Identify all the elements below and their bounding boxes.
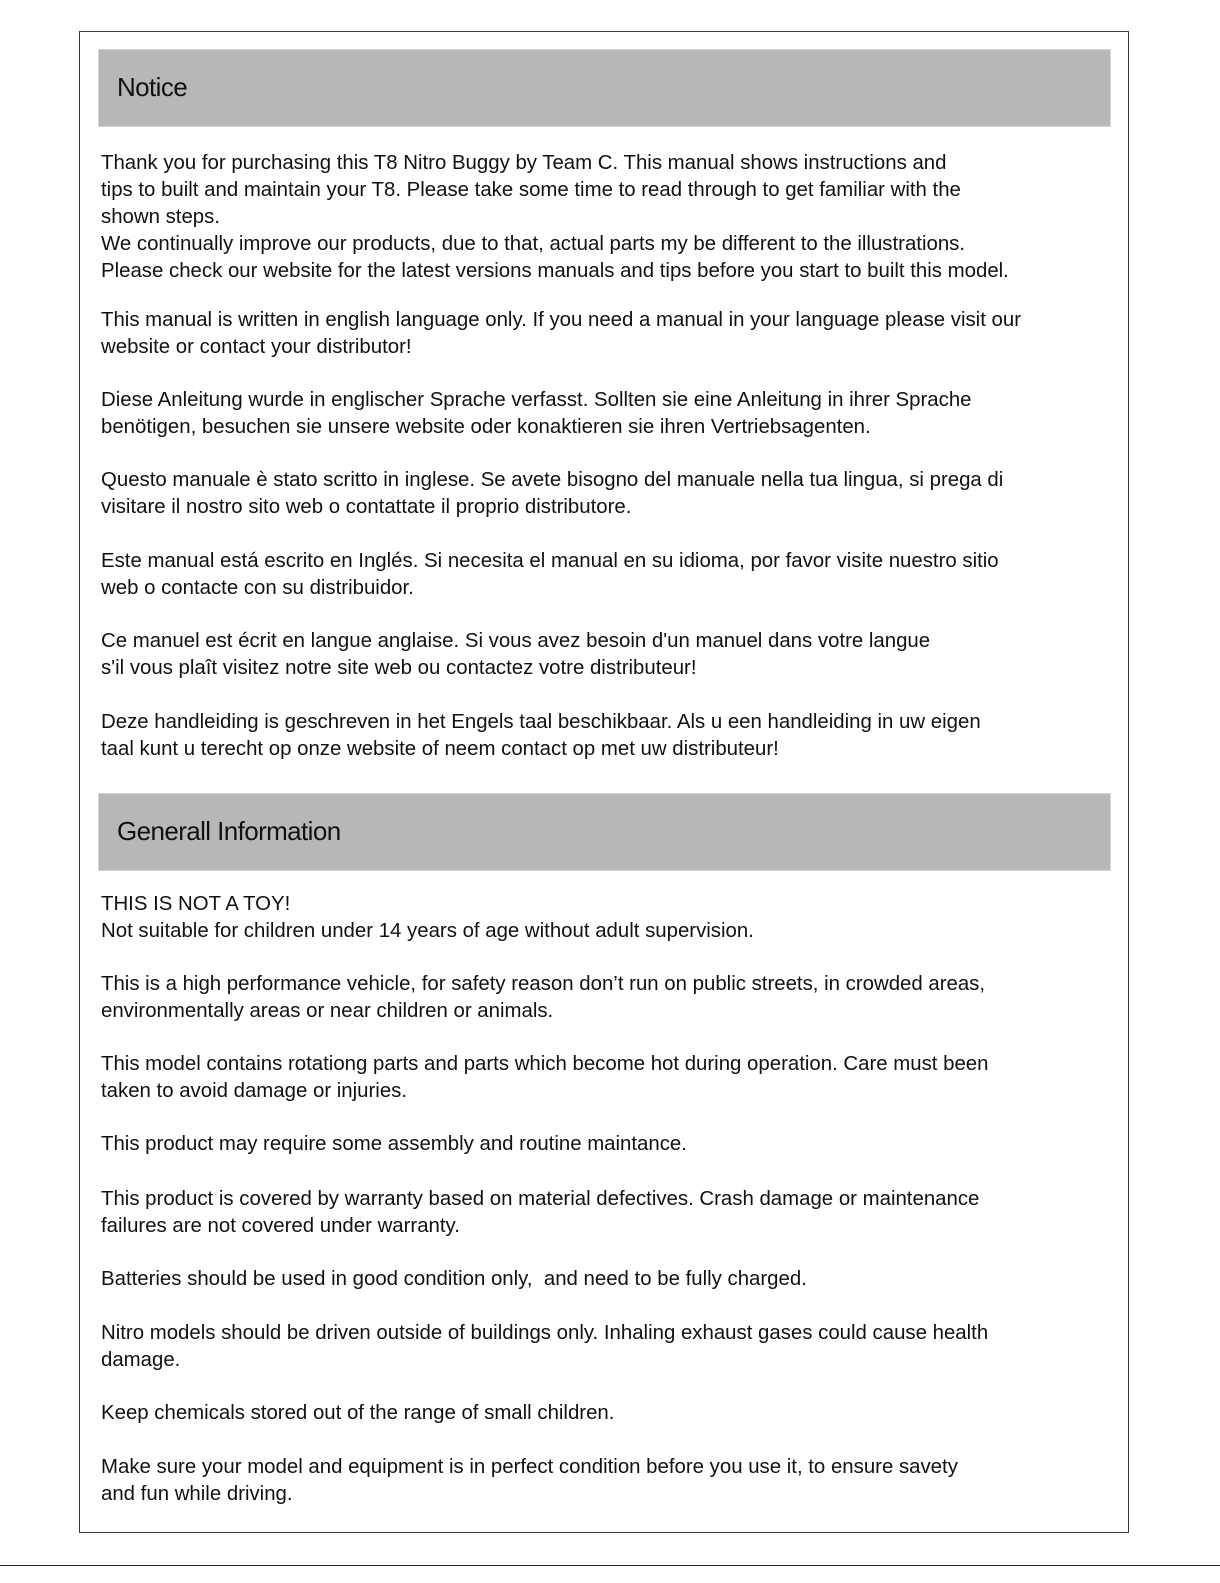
general-warranty-paragraph: This product is covered by warranty based on material defectives. Crash damage or maintenance failures are not covered under warranty. [101, 1188, 980, 1237]
bottom-rule [0, 1565, 1220, 1566]
notice-spanish-paragraph: Este manual está escrito en Inglés. Si necesita el manual en su idioma, por favor visite nuestro sitio web o contacte con su distribuidor. [101, 550, 999, 599]
notice-header [98, 49, 1111, 127]
general-rotating-parts-paragraph: This model contains rotationg parts and parts which become hot during operation. Care must been taken to avoid damage or injuries. [101, 1053, 989, 1102]
notice-title: Notice [117, 72, 188, 102]
general-batteries-paragraph: Batteries should be used in good condition only, and need to be fully charged. [101, 1268, 807, 1290]
notice-french-paragraph: Ce manuel est écrit en langue anglaise. Si vous avez besoin d'un manuel dans votre langue s'il vous plaît visitez notre site web ou contactez votre distributeur! [101, 630, 931, 679]
general-information-header [98, 793, 1111, 871]
general-performance-paragraph: This is a high performance vehicle, for safety reason don’t run on public streets, in crowded areas, environmentally areas or near children or animals. [101, 973, 986, 1022]
notice-dutch-paragraph: Deze handleiding is geschreven in het Engels taal beschikbaar. Als u een handleiding in uw eigen taal kunt u terecht op onze website of neem contact op met uw distributeur! [101, 711, 981, 760]
notice-english-paragraph: This manual is written in english language only. If you need a manual in your language please visit our website or contact your distributor! [101, 309, 1022, 358]
general-assembly-paragraph: This product may require some assembly and routine maintance. [101, 1133, 687, 1155]
notice-german-paragraph: Diese Anleitung wurde in englischer Sprache verfasst. Sollten sie eine Anleitung in ihrer Sprache benötigen, besuchen sie unsere website oder konaktieren sie ihren Vertriebsagenten. [101, 389, 972, 438]
general-not-a-toy-paragraph: THIS IS NOT A TOY! Not suitable for children under 14 years of age without adult supervision. [101, 893, 754, 942]
general-condition-paragraph: Make sure your model and equipment is in perfect condition before you use it, to ensure savety and fun while driving. [101, 1456, 958, 1505]
general-information-title: Generall Information [117, 816, 341, 846]
general-nitro-paragraph: Nitro models should be driven outside of buildings only. Inhaling exhaust gases could cause health damage. [101, 1322, 989, 1371]
notice-intro-paragraph: Thank you for purchasing this T8 Nitro Buggy by Team C. This manual shows instructions and tips to built and maintain your T8. Please take some time to read through to get familiar with the shown steps. We continually improve our products, due to that, actual parts my be different to the illustrations. Please check our website for the latest versions manuals and tips before you start to built this model. [101, 152, 1009, 282]
general-chemicals-paragraph: Keep chemicals stored out of the range of small children. [101, 1402, 615, 1424]
notice-italian-paragraph: Questo manuale è stato scritto in inglese. Se avete bisogno del manuale nella tua lingua, si prega di visitare il nostro sito web o contattate il proprio distributore. [101, 469, 1004, 518]
